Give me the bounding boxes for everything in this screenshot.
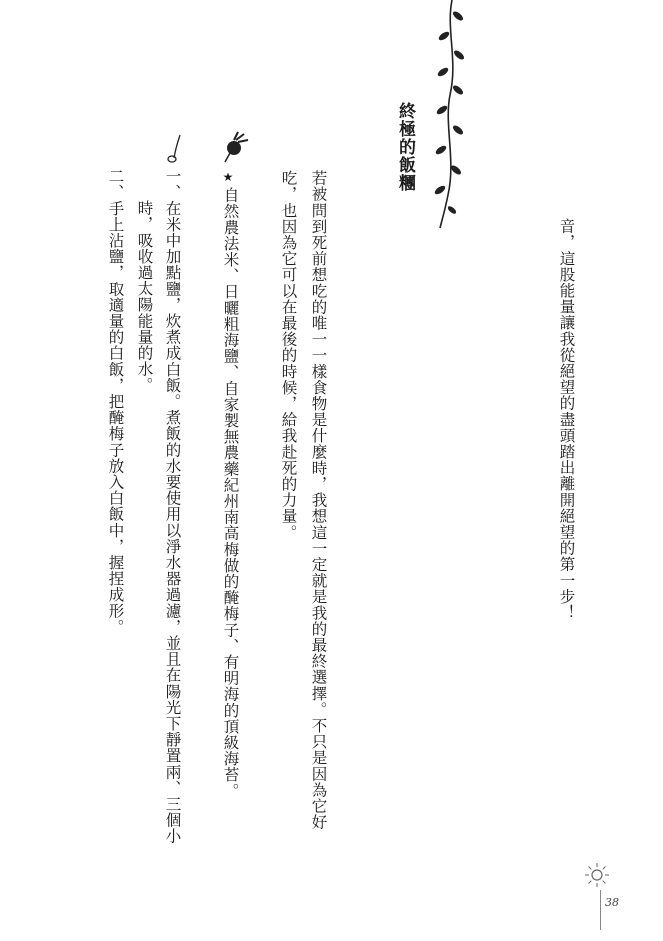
sun-ornament-icon	[584, 862, 610, 888]
ingredients-text: 自然農法米、日曬粗海鹽、自家製無農藥紀州南高梅做的醃梅子、有明海的頂級海苔。	[221, 187, 240, 799]
ingredients-marker: ★	[221, 170, 235, 185]
step-1-line-1: 一、在米中加點鹽，炊煮成白飯。煮飯的水要使用以淨水器過濾，並且在陽光下靜置兩、三個小	[163, 168, 182, 845]
continued-paragraph-line: 音，這股能量讓我從絕望的盡頭踏出離開絕望的第一步！	[557, 218, 576, 621]
section-title: 終極的飯糰	[395, 102, 415, 192]
vine-icon	[430, 0, 470, 230]
page-number: 38	[605, 896, 619, 909]
radish-icon	[222, 130, 252, 164]
intro-line-1: 若被問到死前想吃的唯一一樣食物是什麼時，我想這一定就是我的最終選擇。不只是因為它好	[309, 170, 328, 831]
step-1-line-2: 時，吸收過太陽能量的水。	[135, 200, 154, 394]
intro-line-2: 吃，也因為它可以在最後的時候，給我赴死的力量。	[279, 170, 298, 541]
step-2-line-1: 二、手上沾鹽，取適量的白飯，把醃梅子放入白飯中，握捏成形。	[106, 168, 125, 635]
folio-divider	[600, 890, 601, 930]
music-note-icon	[166, 134, 186, 164]
